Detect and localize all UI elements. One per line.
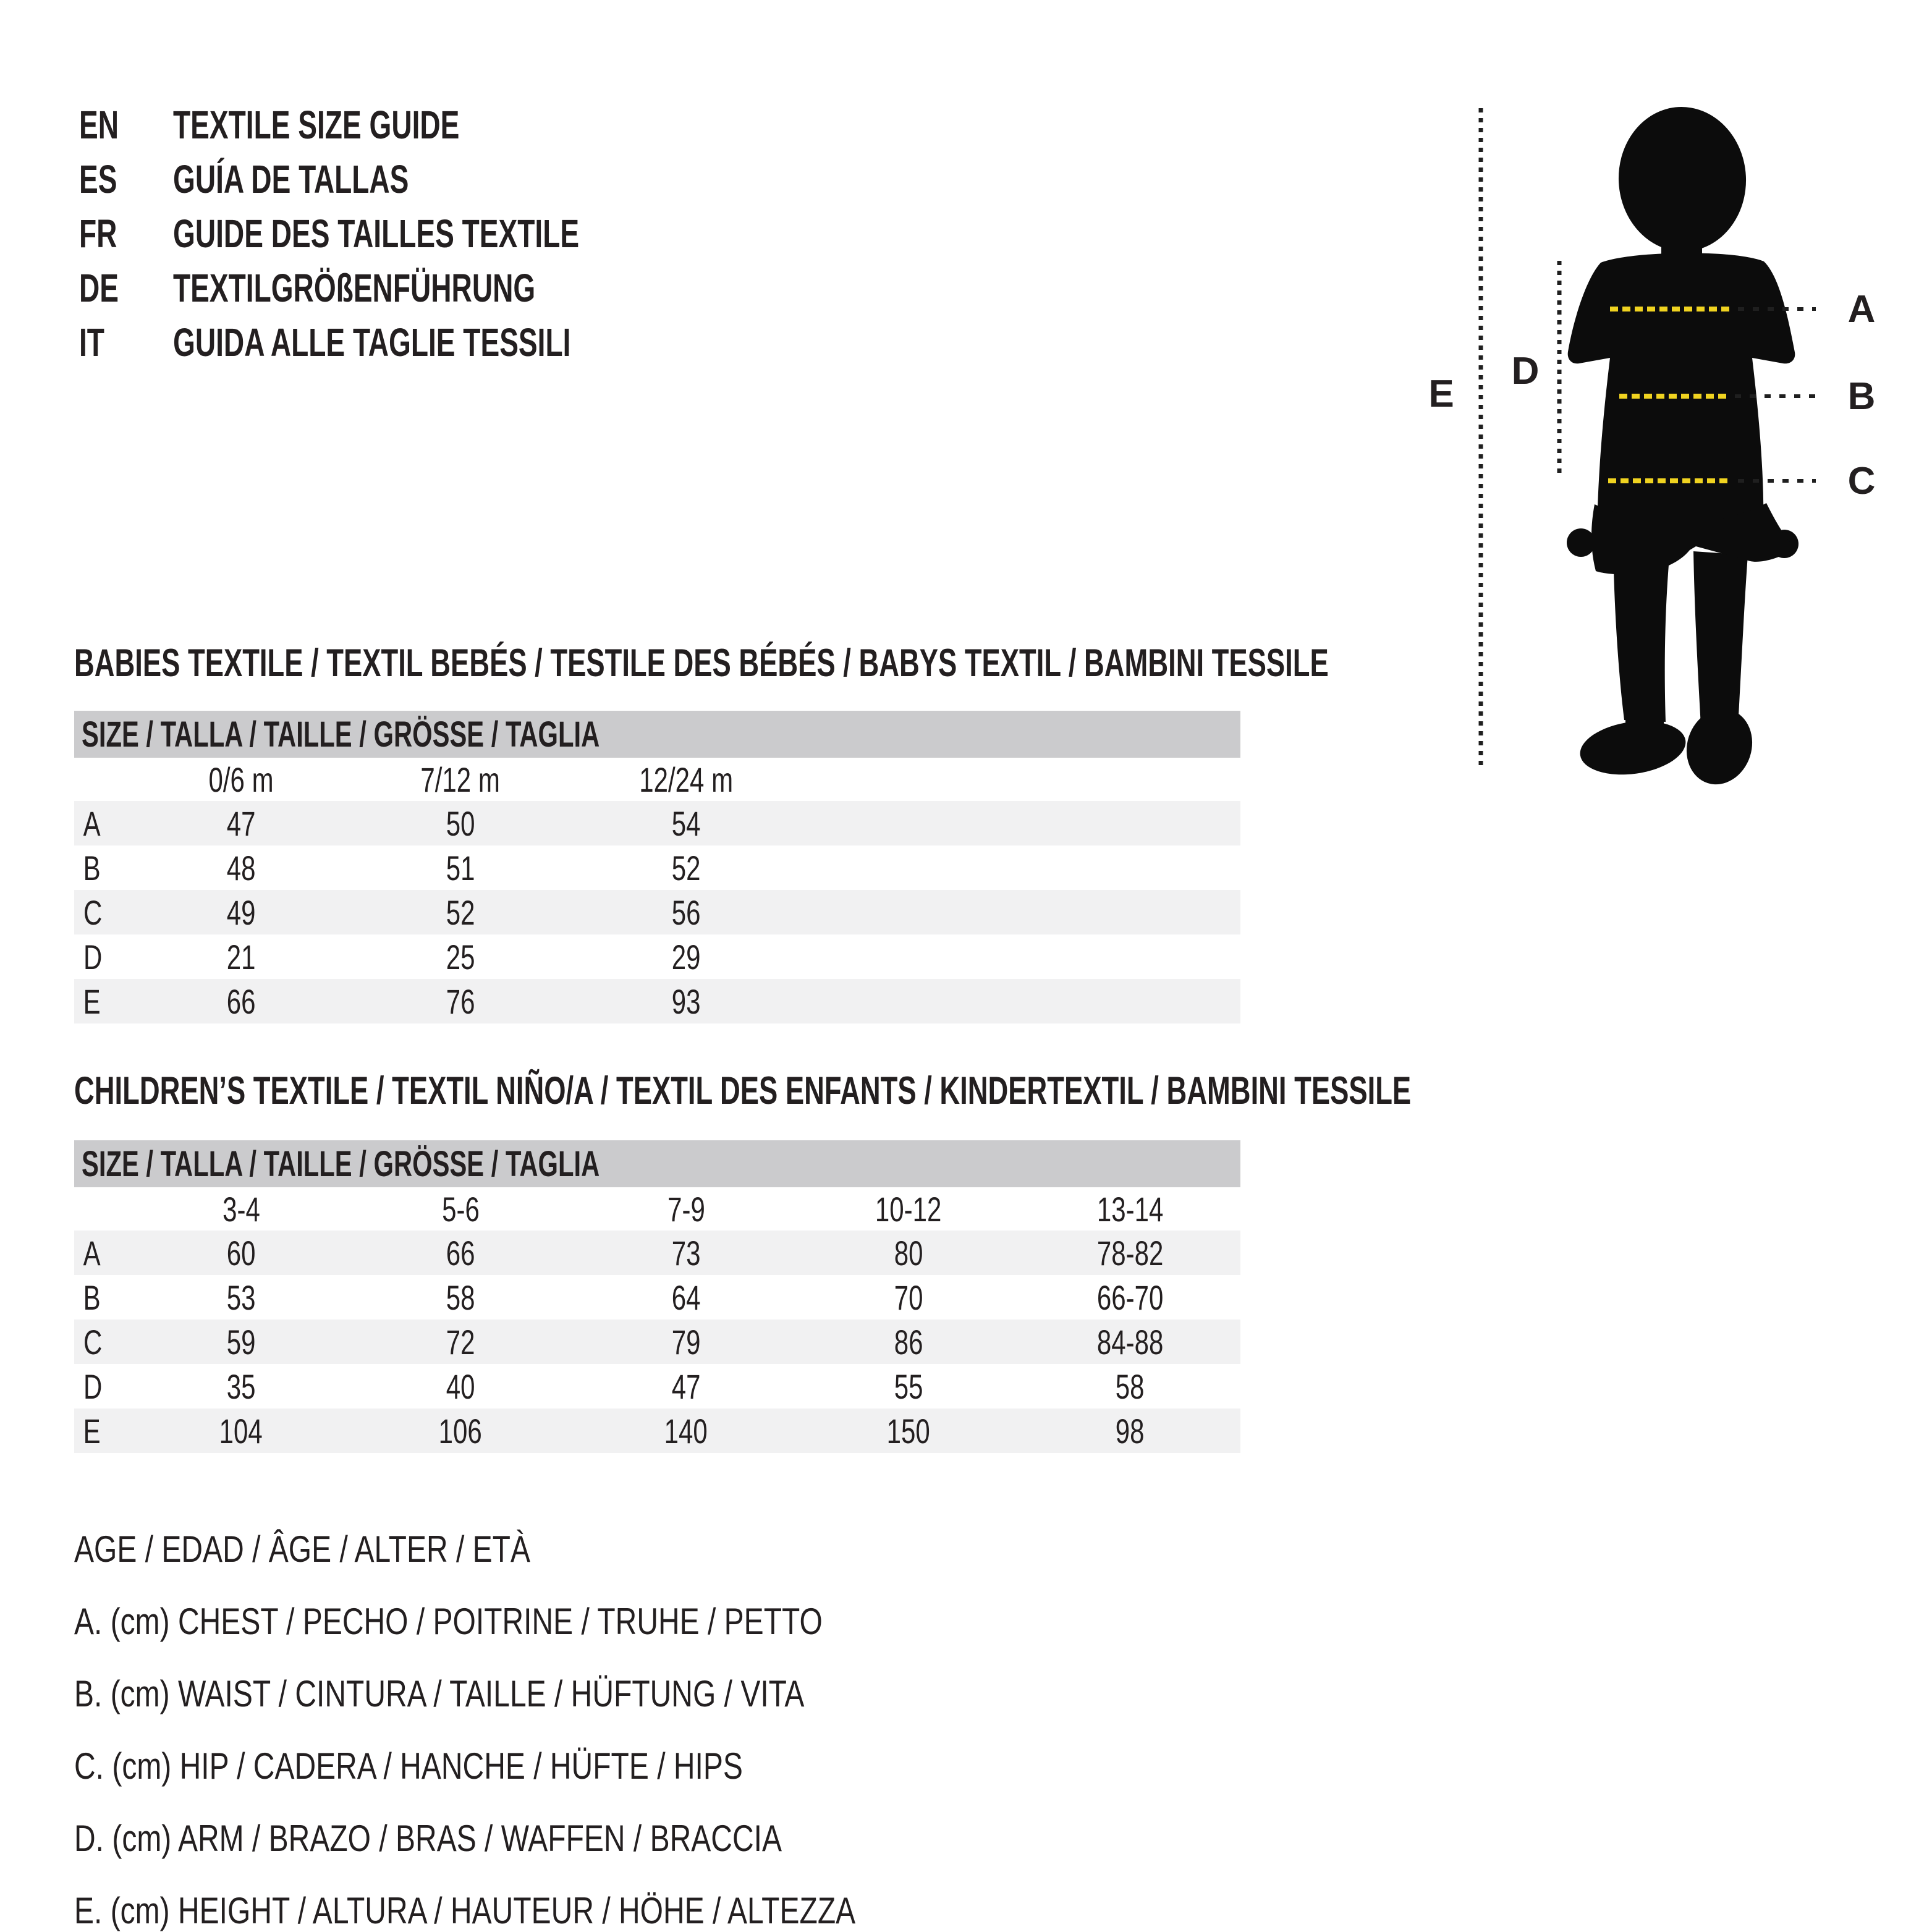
right-leg bbox=[1693, 551, 1748, 727]
legend-hip: C. (cm) HIP / CADERA / HANCHE / HÜFTE / HIPS bbox=[74, 1745, 743, 1787]
table-cell: 56 bbox=[671, 892, 701, 932]
lang-row-es bbox=[79, 152, 737, 206]
table-cell: 40 bbox=[446, 1366, 475, 1406]
table-cell: 66-70 bbox=[1096, 1277, 1164, 1317]
legend-chest: A. (cm) CHEST / PECHO / POITRINE / TRUHE / PETTO bbox=[74, 1601, 823, 1642]
torso-shirt bbox=[1568, 253, 1795, 547]
column-header: 5-6 bbox=[441, 1189, 480, 1229]
table-cell: 25 bbox=[446, 937, 475, 977]
size-figure bbox=[1415, 74, 1910, 791]
table-cell: 58 bbox=[446, 1277, 475, 1317]
table-cell: 93 bbox=[671, 981, 701, 1021]
babies-size-header-bar: SIZE / TALLA / TAILLE / GRÖSSE / TAGLIA bbox=[74, 711, 1240, 758]
table-cell: 29 bbox=[671, 937, 701, 977]
lang-code-de: DE bbox=[79, 266, 119, 310]
table-cell: 54 bbox=[671, 803, 701, 843]
table-cell: 21 bbox=[226, 937, 256, 977]
table-cell: 98 bbox=[1116, 1411, 1145, 1451]
title-en: TEXTILE SIZE GUIDE bbox=[173, 103, 460, 147]
title-es: GUÍA DE TALLAS bbox=[173, 157, 409, 201]
lang-code-fr: FR bbox=[79, 211, 117, 256]
row-label: B bbox=[83, 1277, 101, 1317]
table-cell: 58 bbox=[1116, 1366, 1145, 1406]
table-cell: 60 bbox=[226, 1233, 256, 1273]
figure-label-d: D bbox=[1511, 349, 1540, 392]
column-header: 10-12 bbox=[875, 1189, 942, 1229]
row-label: A bbox=[83, 803, 101, 843]
lang-code-it: IT bbox=[79, 320, 104, 365]
figure-label-a: A bbox=[1847, 287, 1876, 331]
babies-table bbox=[74, 758, 1240, 1023]
table-cell: 106 bbox=[438, 1411, 483, 1451]
table-cell: 52 bbox=[671, 848, 701, 888]
table-cell: 66 bbox=[446, 1233, 475, 1273]
table-cell: 84-88 bbox=[1096, 1322, 1164, 1362]
table-cell: 70 bbox=[894, 1277, 923, 1317]
column-header: 0/6 m bbox=[208, 760, 274, 799]
table-cell: 66 bbox=[226, 981, 256, 1021]
figure-label-e: E bbox=[1428, 372, 1454, 415]
column-header: 12/24 m bbox=[639, 760, 733, 799]
column-header: 7-9 bbox=[667, 1189, 705, 1229]
table-row bbox=[74, 1275, 1240, 1320]
table-cell: 51 bbox=[446, 848, 475, 888]
table-cell: 150 bbox=[886, 1411, 931, 1451]
row-label: C bbox=[83, 1322, 103, 1362]
children-table bbox=[74, 1187, 1240, 1453]
column-header: 3-4 bbox=[222, 1189, 260, 1229]
legend-height: E. (cm) HEIGHT / ALTURA / HAUTEUR / HÖHE / ALTEZZA bbox=[74, 1890, 856, 1931]
row-label: B bbox=[83, 848, 101, 888]
table-cell: 86 bbox=[894, 1322, 923, 1362]
table-row bbox=[74, 801, 1240, 845]
lang-row-de bbox=[79, 261, 737, 315]
title-fr: GUIDE DES TAILLES TEXTILE bbox=[173, 211, 580, 256]
table-row bbox=[74, 1409, 1240, 1453]
table-row bbox=[74, 979, 1240, 1023]
table-cell: 47 bbox=[226, 803, 256, 843]
table-cell: 53 bbox=[226, 1277, 256, 1317]
table-cell: 73 bbox=[671, 1233, 701, 1273]
row-label: D bbox=[83, 937, 103, 977]
row-label: E bbox=[83, 981, 101, 1021]
children-column-header-row bbox=[74, 1187, 1240, 1231]
table-cell: 59 bbox=[226, 1322, 256, 1362]
lang-row-en bbox=[79, 98, 737, 152]
lang-row-fr bbox=[79, 206, 737, 261]
lang-code-es: ES bbox=[79, 157, 117, 201]
table-row bbox=[74, 1364, 1240, 1409]
table-cell: 80 bbox=[894, 1233, 923, 1273]
table-cell: 78-82 bbox=[1096, 1233, 1164, 1273]
column-header: 13-14 bbox=[1096, 1189, 1164, 1229]
lang-code-en: EN bbox=[79, 103, 119, 147]
child-silhouette bbox=[1567, 104, 1799, 791]
table-row bbox=[74, 845, 1240, 890]
table-row bbox=[74, 1320, 1240, 1364]
title-it: GUIDA ALLE TAGLIE TESSILI bbox=[173, 320, 571, 365]
language-title-block bbox=[79, 98, 737, 370]
table-cell: 49 bbox=[226, 892, 256, 932]
table-cell: 140 bbox=[664, 1411, 708, 1451]
table-row bbox=[74, 890, 1240, 934]
table-cell: 104 bbox=[219, 1411, 263, 1451]
legend-waist: B. (cm) WAIST / CINTURA / TAILLE / HÜFTUNG / VITA bbox=[74, 1673, 805, 1714]
children-section-title: CHILDREN’S TEXTILE / TEXTIL NIÑO/A / TEXTIL DES ENFANTS / KINDERTEXTIL / BAMBINI TESSILE bbox=[74, 1069, 1412, 1112]
table-cell: 76 bbox=[446, 981, 475, 1021]
table-row bbox=[74, 934, 1240, 979]
table-cell: 64 bbox=[671, 1277, 701, 1317]
table-cell: 72 bbox=[446, 1322, 475, 1362]
column-header: 7/12 m bbox=[420, 760, 501, 799]
table-cell: 55 bbox=[894, 1366, 923, 1406]
children-size-header-bar: SIZE / TALLA / TAILLE / GRÖSSE / TAGLIA bbox=[74, 1140, 1240, 1187]
title-de: TEXTILGRÖßENFÜHRUNG bbox=[173, 266, 536, 310]
table-row bbox=[74, 1231, 1240, 1275]
table-cell: 47 bbox=[671, 1366, 701, 1406]
row-label: D bbox=[83, 1366, 103, 1406]
legend-arm: D. (cm) ARM / BRAZO / BRAS / WAFFEN / BRACCIA bbox=[74, 1818, 782, 1859]
babies-section-title: BABIES TEXTILE / TEXTIL BEBÉS / TESTILE DES BÉBÉS / BABYS TEXTIL / BAMBINI TESSILE bbox=[74, 642, 1329, 685]
table-cell: 50 bbox=[446, 803, 475, 843]
row-label: A bbox=[83, 1233, 101, 1273]
legend-age: AGE / EDAD / ÂGE / ALTER / ETÀ bbox=[74, 1528, 530, 1570]
table-cell: 35 bbox=[226, 1366, 256, 1406]
measurement-legend bbox=[74, 1513, 1051, 1932]
figure-label-b: B bbox=[1847, 375, 1876, 418]
table-cell: 52 bbox=[446, 892, 475, 932]
figure-label-c: C bbox=[1847, 459, 1876, 502]
table-cell: 79 bbox=[671, 1322, 701, 1362]
babies-column-header-row bbox=[74, 758, 1240, 801]
row-label: E bbox=[83, 1411, 101, 1451]
table-cell: 48 bbox=[226, 848, 256, 888]
row-label: C bbox=[83, 892, 103, 932]
lang-row-it bbox=[79, 315, 737, 370]
